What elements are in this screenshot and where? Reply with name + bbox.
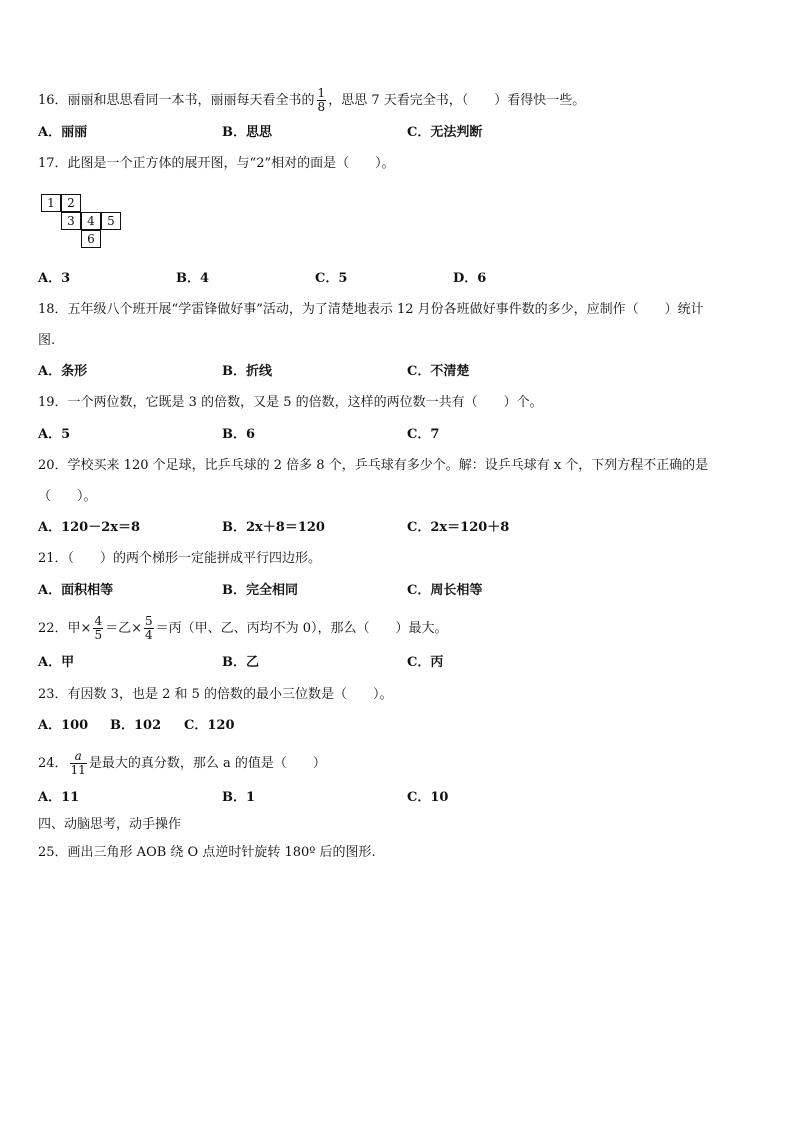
q16-option-a[interactable]: A．丽丽 [38, 125, 88, 140]
q22-option-c[interactable]: C．丙 [407, 655, 444, 670]
question-16 [38, 87, 585, 114]
q17-option-c[interactable]: C．5 [315, 271, 348, 286]
section-4-title: 四、动脑思考，动手操作 [38, 817, 182, 832]
question-17: 17．此图是一个正方体的展开图，与“2”相对的面是（ ）。 [38, 156, 395, 171]
q16-option-b[interactable]: B．思思 [222, 125, 272, 140]
q19-option-c[interactable]: C．7 [407, 427, 440, 442]
q16-prefix: 16．丽丽和思思看同一本书，丽丽每天看全书的 [38, 93, 315, 108]
q21-option-c[interactable]: C．周长相等 [407, 583, 483, 598]
question-18-line1: 18．五年级八个班开展“学雷锋做好事”活动，为了清楚地表示 12 月份各班做好事件数的多少，应制作（ ）统计 [38, 302, 704, 317]
q17-option-d[interactable]: D．6 [453, 271, 487, 286]
q23-option-a[interactable]: A．100 [38, 718, 89, 733]
q24-suffix: 是最大的真分数，那么 a 的值是（ ） [88, 756, 326, 771]
q19-option-b[interactable]: B．6 [222, 427, 256, 442]
q22-mid: ＝乙× [105, 621, 142, 636]
q20-option-c[interactable]: C．2x＝120＋8 [407, 520, 510, 535]
q23-option-c[interactable]: C．120 [184, 718, 235, 733]
net-cell-5: 5 [101, 212, 121, 230]
q23-option-b[interactable]: B．102 [110, 718, 162, 733]
q24-option-c[interactable]: C．10 [407, 790, 449, 805]
q16-fraction [317, 87, 327, 114]
q20-option-a[interactable]: A．120－2x＝8 [38, 520, 141, 535]
q22-option-b[interactable]: B．乙 [222, 655, 259, 670]
net-cell-4: 4 [81, 212, 101, 230]
q17-option-a[interactable]: A．3 [38, 271, 71, 286]
q24-frac-den: 11 [70, 763, 86, 777]
question-21: 21．（ ）的两个梯形一定能拼成平行四边形。 [38, 551, 322, 566]
question-20-line1: 20．学校买来 120 个足球，比乒乓球的 2 倍多 8 个，乒乓球有多少个。解：设乒乓球有 x 个，下列方程不正确的是 [38, 458, 709, 473]
q20-option-b[interactable]: B．2x＋8＝120 [222, 520, 325, 535]
net-cell-3: 3 [61, 212, 81, 230]
q22-f2-num: 5 [144, 614, 153, 628]
q22-fraction-1 [93, 615, 103, 642]
q18-option-b[interactable]: B．折线 [222, 364, 272, 379]
question-23: 23．有因数 3，也是 2 和 5 的倍数的最小三位数是（ ）。 [38, 687, 393, 702]
q24-prefix: 24． [38, 756, 68, 771]
question-19: 19．一个两位数，它既是 3 的倍数，又是 5 的倍数，这样的两位数一共有（ ）个。 [38, 395, 543, 410]
q18-option-a[interactable]: A．条形 [38, 364, 88, 379]
q21-option-a[interactable]: A．面积相等 [38, 583, 114, 598]
question-24 [38, 750, 326, 777]
question-22 [38, 615, 448, 642]
q24-option-a[interactable]: A．11 [38, 790, 80, 805]
q24-frac-num: a [74, 749, 82, 763]
net-cell-2: 2 [61, 194, 81, 212]
q16-frac-den: 8 [317, 100, 326, 114]
q22-prefix: 22．甲× [38, 621, 92, 636]
q17-option-b[interactable]: B．4 [176, 271, 210, 286]
q16-option-c[interactable]: C．无法判断 [407, 125, 483, 140]
q16-suffix: ，思思 7 天看完全书，（ ）看得快一些。 [328, 93, 586, 108]
q22-f1-den: 5 [94, 628, 103, 642]
q16-frac-num: 1 [317, 86, 326, 100]
question-18-line2: 图. [38, 333, 56, 348]
q22-suffix: ＝丙（甲、乙、丙均不为 0），那么（ ）最大。 [155, 621, 448, 636]
q19-option-a[interactable]: A．5 [38, 427, 71, 442]
q22-f2-den: 4 [144, 628, 153, 642]
net-cell-6: 6 [81, 230, 101, 248]
q22-fraction-2 [144, 615, 154, 642]
question-25: 25．画出三角形 AOB 绕 O 点逆时针旋转 180º 后的图形. [38, 845, 376, 860]
q18-option-c[interactable]: C．不清楚 [407, 364, 470, 379]
q24-fraction [70, 750, 87, 777]
q22-option-a[interactable]: A．甲 [38, 655, 75, 670]
q21-option-b[interactable]: B．完全相同 [222, 583, 298, 598]
q22-f1-num: 4 [94, 614, 103, 628]
question-20-line2: （ ）。 [38, 489, 97, 504]
net-cell-1: 1 [41, 194, 61, 212]
q24-option-b[interactable]: B．1 [222, 790, 256, 805]
